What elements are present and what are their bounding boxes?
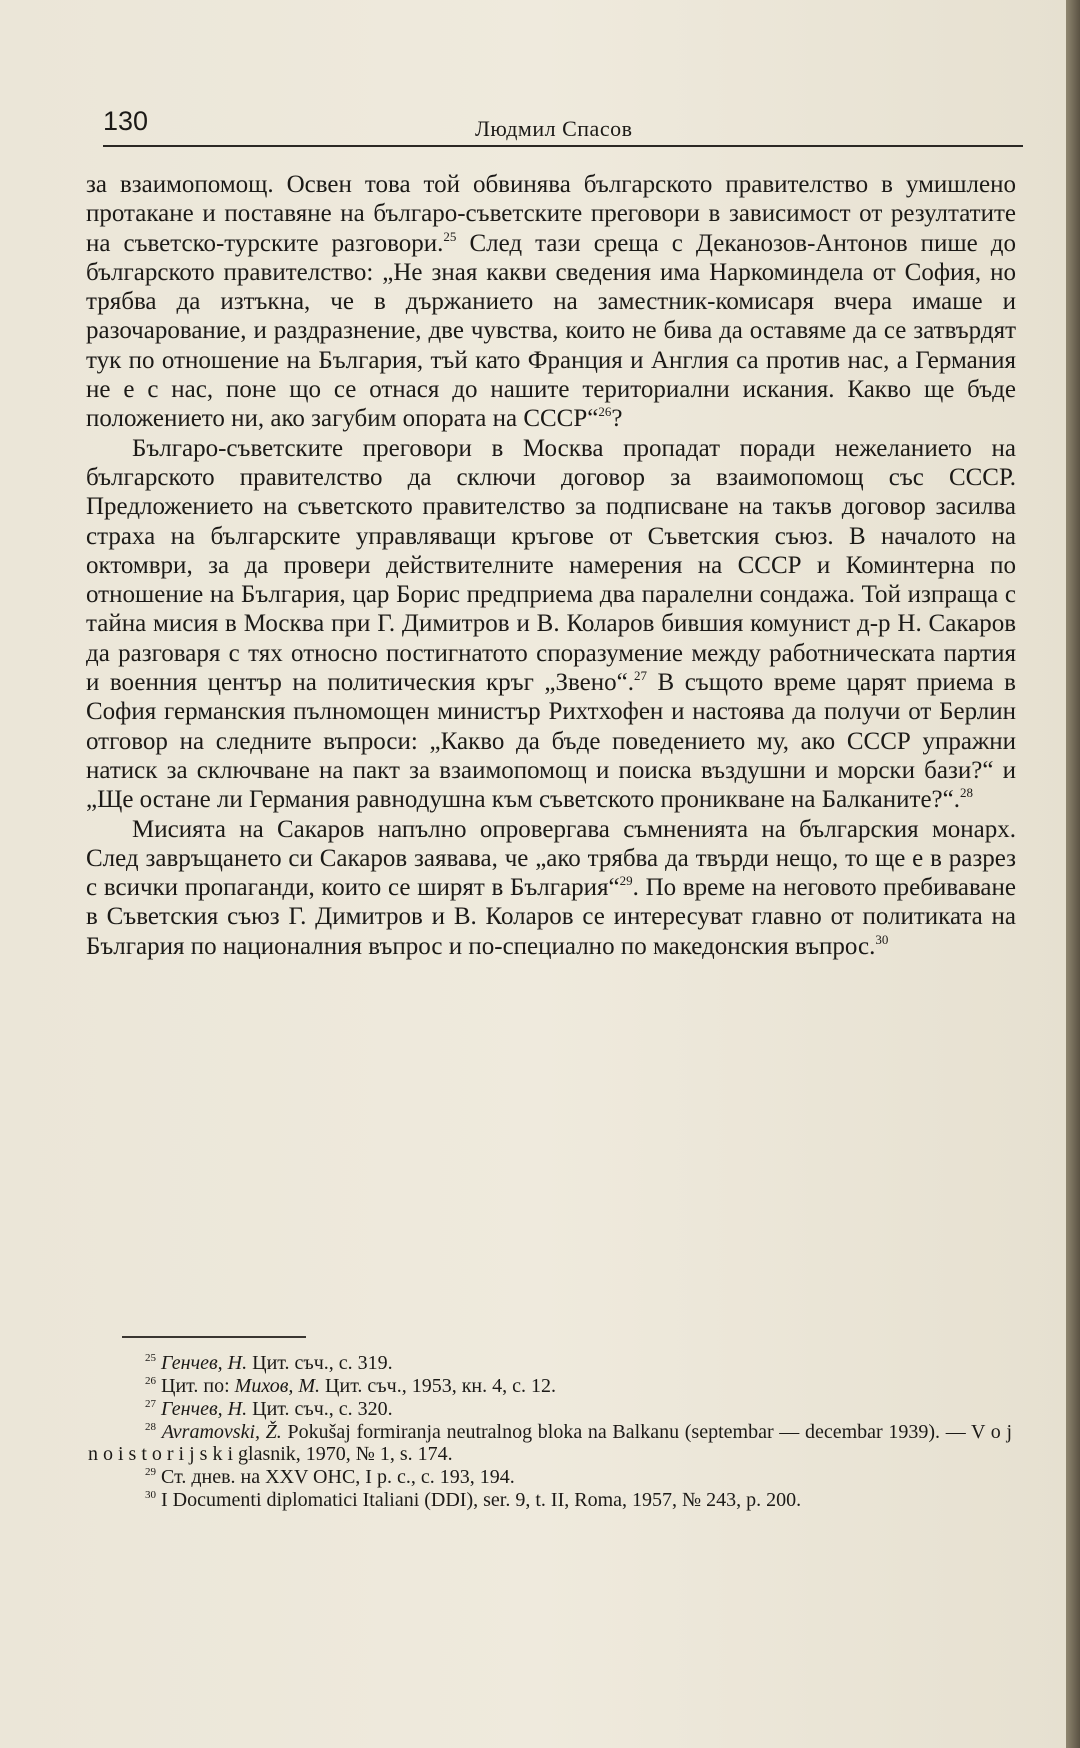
footnote-29: $^{29}$ Ст. днев. на XXV ОНС, I р. с., с. 193, 194. xyxy=(145,1466,515,1488)
footnote-ref-28: 28 xyxy=(960,785,973,801)
footnote-ref-26: 26 xyxy=(598,404,612,420)
page-header xyxy=(103,104,1023,144)
footnote-28: $^{28}$ Avramovski, Ž. Pokušaj formiranja neutralnog bloka na Balkanu (septembar — decembar 1939). — V o j n o i s t o r i j s k i glasnik, 1970, № 1, s. 174. xyxy=(88,1421,1012,1465)
footnote-rule xyxy=(122,1336,306,1338)
footnote-ref-29: 29 xyxy=(619,873,633,889)
footnote-ref-27: 27 xyxy=(633,668,647,684)
book-spine-edge xyxy=(1066,0,1080,1748)
header-rule xyxy=(103,145,1023,147)
running-head-author: Людмил Спасов xyxy=(475,116,633,141)
footnotes xyxy=(88,1352,1012,1512)
paragraph-3: Мисията на Сакаров напълно опровергава съмненията на българския монарх. След завръщането си Сакаров заявава, че „ако трябва да твърди нещо, то ще е в разрез с всички пропаганди, които се ширят в България“$^{29}$. По време на неговото пребиваване в Съветския съюз Г. Димитров и В. Коларов се интересуват главно от политиката на България по националния въпрос и по-специално по македонския въпрос.$^{30}$ xyxy=(86,815,1016,960)
page-number: 130 xyxy=(103,106,149,136)
footnote-30: $^{30}$ I Documenti diplomatici Italiani (DDI), ser. 9, t. II, Roma, 1957, № 243, p. 200. xyxy=(145,1489,802,1511)
body-text xyxy=(86,170,1016,961)
paragraph-1: за взаимопомощ. Освен това той обвинява българското правителство в умишлено протакане и поставяне на българо-съветските преговори в зависимост от резултатите на съветско-турските разговори.$^{25}$ След тази среща с Деканозов-Антонов пише до българското правителство: „Не зная какви сведения има Наркоминдела от София, но трябва да изтъкна, че в държанието на заместник-комисаря вчера имаше и разочарование, и раздразнение, две чувства, които не бива да оставяме да се затвърдят тук по отношение на България, тъй като Франция и Англия са против нас, а Германия не е с нас, поне що се отнася до нашите териториални искания. Какво ще бъде положението ни, ако загубим опората на СССР“$^{26}$? xyxy=(86,171,1016,433)
paragraph-2: Българо-съветските преговори в Москва пропадат поради нежеланието на българското правителство да сключи договор за взаимопомощ със СССР. Предложението на съветското правителство за подписване на такъв договор засилва страха на българските управляващи кръгове от Съветския съюз. В началото на октомври, за да провери действителните намерения на СССР и Коминтерна по отношение на България, цар Борис предприема два паралелни сондажа. Той изпраща с тайна мисия в Москва при Г. Димитров и В. Коларов бившия комунист д-р Н. Сакаров да разговаря с тях относно постигнатото споразумение между работническата партия и военния център на политическия кръг „Звено“.$^{27}$ В същото време царят приема в София германския пълномощен министър Рихтхофен и настоява да получи от Берлин отговор на следните въпроси: „Какво да бъде поведението му, ако СССР упражни натиск за сключване на пакт за взаимопомощ и поиска въздушни и морски бази?“ и „Ще остане ли Германия равнодушна към съветското проникване на Балканите?“.$^{28}$ xyxy=(86,434,1016,814)
footnote-26: $^{26}$ Цит. по: Михов, М. Цит. съч., 1953, кн. 4, с. 12. xyxy=(145,1375,557,1397)
footnote-ref-25: 25 xyxy=(443,228,457,244)
footnote-25: $^{25}$ Генчев, Н. Цит. съч., с. 319. xyxy=(145,1352,393,1374)
footnote-27: $^{27}$ Генчев, Н. Цит. съч., с. 320. xyxy=(145,1398,393,1420)
footnote-ref-30: 30 xyxy=(875,931,889,947)
